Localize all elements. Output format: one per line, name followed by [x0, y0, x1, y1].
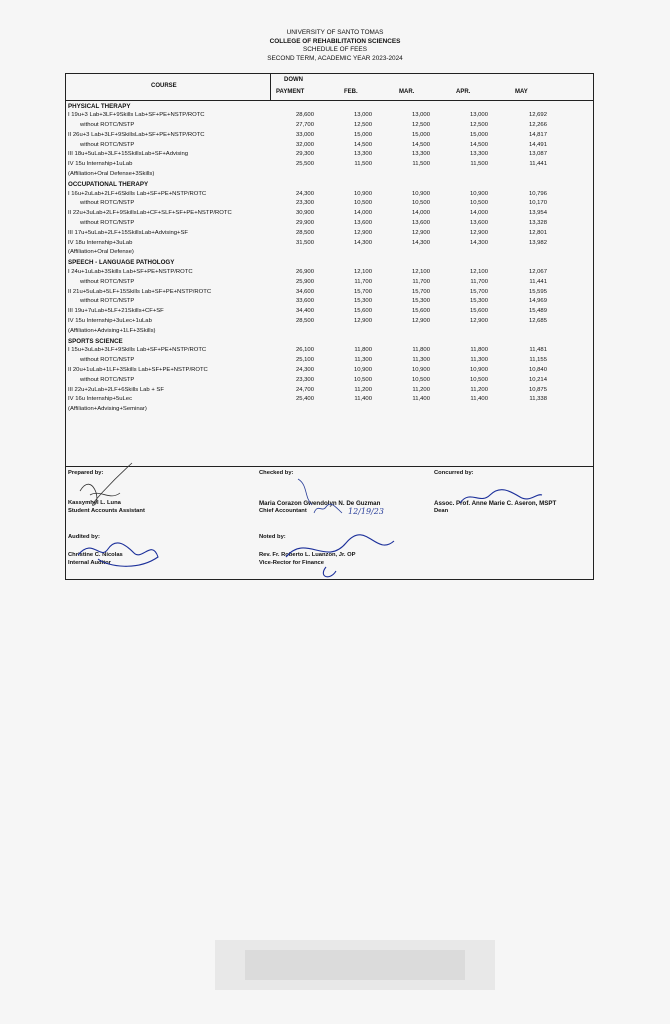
table-row	[66, 219, 593, 229]
down-payment-cell: 24,700	[295, 386, 314, 393]
feb-cell: 13,300	[353, 151, 372, 158]
section-title: OCCUPATIONAL THERAPY	[68, 180, 149, 188]
prepared-label: Prepared by:	[68, 470, 104, 476]
table-row	[66, 385, 593, 395]
may-cell: 10,840	[528, 367, 547, 374]
audited-signature	[68, 527, 178, 577]
feb-cell: 15,700	[353, 288, 372, 295]
course-cell: I 15u+3uLab+3LF+9Skills Lab+SF+PE+NSTP/ROTC	[68, 347, 207, 354]
table-row	[66, 375, 593, 385]
mar-cell: 13,600	[411, 220, 430, 227]
table-row	[66, 160, 593, 170]
prepared-signature	[72, 461, 142, 513]
section-title: SPORTS SCIENCE	[68, 337, 123, 345]
mar-cell: 13,300	[411, 151, 430, 158]
down-payment-cell: 26,900	[295, 269, 314, 276]
table-row	[66, 121, 593, 131]
mar-cell: 15,700	[411, 288, 430, 295]
feb-cell: 10,500	[353, 376, 372, 383]
apr-cell: 11,200	[470, 386, 488, 393]
apr-cell: 15,700	[469, 288, 488, 295]
section-row	[66, 258, 593, 268]
concurred-name: Assoc. Prof. Anne Marie C. Aseron, MSPT	[434, 500, 557, 507]
course-cell: (Affiliation+Oral Defense)	[68, 249, 134, 256]
feb-cell: 12,100	[353, 269, 372, 276]
checked-date: 12/19/23	[348, 507, 384, 516]
feb-cell: 14,000	[353, 210, 372, 217]
course-cell: II 21u+5uLab+5LF+15Skills Lab+SF+PE+NSTP/ROTC	[68, 288, 212, 295]
prepared-name: Kassymhel L. Luna	[68, 500, 121, 506]
apr-cell: 12,100	[469, 269, 488, 276]
course-cell: III 19u+7uLab+5LF+21Skills+CF+SF	[68, 308, 164, 315]
down-payment-cell: 31,500	[295, 239, 314, 246]
feb-cell: 12,900	[353, 318, 372, 325]
may-cell: 10,170	[528, 200, 547, 207]
apr-header: APR.	[456, 89, 471, 95]
feb-cell: 14,300	[353, 239, 372, 246]
may-cell: 14,491	[528, 141, 547, 148]
feb-cell: 10,500	[353, 200, 372, 207]
feb-cell: 11,200	[354, 386, 372, 393]
audited-name: Christine C. Nicolas	[68, 552, 123, 558]
course-cell: I 24u+1uLab+3Skills Lab+SF+PE+NSTP/ROTC	[68, 269, 193, 276]
course-cell: II 22u+3uLab+2LF+9SkillsLab+CF+SLF+SF+PE+NSTP/ROTC	[68, 210, 232, 217]
table-row	[66, 277, 593, 287]
down-payment-cell: 23,300	[295, 200, 314, 207]
course-cell: IV 18u Internship+3uLab	[68, 239, 133, 246]
may-cell: 12,692	[528, 112, 547, 119]
may-cell: 14,969	[528, 298, 547, 305]
signature-block	[66, 466, 593, 580]
mar-cell: 11,200	[412, 386, 430, 393]
may-cell: 14,817	[528, 131, 547, 138]
apr-cell: 15,000	[469, 131, 488, 138]
table-row	[66, 238, 593, 248]
course-cell: (Affiliation+Oral Defense+3Skills)	[68, 171, 155, 178]
down-payment-cell: 25,500	[295, 161, 314, 168]
apr-cell: 10,900	[469, 190, 488, 197]
course-cell: without ROTC/NSTP	[80, 122, 135, 129]
may-cell: 13,954	[528, 210, 547, 217]
course-cell: without ROTC/NSTP	[80, 357, 135, 364]
feb-cell: 15,000	[353, 131, 372, 138]
apr-cell: 12,500	[469, 122, 488, 129]
feb-cell: 10,900	[353, 190, 372, 197]
apr-cell: 14,000	[469, 210, 488, 217]
table-row	[66, 268, 593, 278]
may-cell: 11,441	[529, 278, 547, 285]
down-payment-cell: 30,900	[295, 210, 314, 217]
may-cell: 11,441	[529, 161, 547, 168]
table-row	[66, 326, 593, 336]
feb-cell: 11,300	[354, 357, 372, 364]
mar-cell: 14,300	[411, 239, 430, 246]
fees-table	[65, 73, 594, 580]
down-payment-cell: 28,500	[295, 229, 314, 236]
feb-cell: 11,500	[354, 161, 372, 168]
mar-cell: 15,600	[411, 308, 430, 315]
mar-cell: 12,100	[411, 269, 430, 276]
checked-title: Chief Accountant	[259, 508, 307, 514]
apr-cell: 13,600	[469, 220, 488, 227]
course-cell: II 20u+1uLab+1LF+3Skills Lab+SF+PE+NSTP/ROTC	[68, 367, 208, 374]
section-title: PHYSICAL THERAPY	[68, 102, 131, 110]
noted-signature	[266, 527, 406, 581]
noted-title: Vice-Rector for Finance	[259, 560, 324, 566]
down-payment-cell: 28,600	[295, 112, 314, 119]
mar-cell: 13,000	[411, 112, 430, 119]
down-payment-cell: 33,600	[295, 298, 314, 305]
mar-cell: 15,000	[411, 131, 430, 138]
audited-label: Audited by:	[68, 534, 100, 540]
apr-cell: 13,300	[469, 151, 488, 158]
may-cell: 12,801	[528, 229, 547, 236]
apr-cell: 10,500	[469, 200, 488, 207]
feb-cell: 11,800	[354, 347, 372, 354]
down-payment-cell: 26,100	[295, 347, 314, 354]
down-payment-cell: 29,900	[295, 220, 314, 227]
may-cell: 13,982	[528, 239, 547, 246]
down-payment-cell: 29,300	[295, 151, 314, 158]
feb-cell: 13,600	[353, 220, 372, 227]
table-row	[66, 297, 593, 307]
feb-cell: 14,500	[353, 141, 372, 148]
course-cell: (Affiliation+Advising+Seminar)	[68, 406, 147, 413]
apr-cell: 11,300	[470, 357, 488, 364]
mar-cell: 11,500	[412, 161, 430, 168]
document-header	[0, 29, 670, 63]
audited-title: Internal Auditor	[68, 560, 111, 566]
apr-cell: 12,900	[469, 318, 488, 325]
mar-cell: 14,500	[411, 141, 430, 148]
apr-cell: 14,500	[469, 141, 488, 148]
course-cell: without ROTC/NSTP	[80, 200, 135, 207]
course-cell: without ROTC/NSTP	[80, 141, 135, 148]
apr-cell: 15,300	[469, 298, 488, 305]
down-payment-cell: 25,400	[295, 396, 314, 403]
table-row	[66, 209, 593, 219]
down-payment-cell: 25,100	[295, 357, 314, 364]
apr-cell: 13,000	[469, 112, 488, 119]
table-row	[66, 307, 593, 317]
may-cell: 10,214	[528, 376, 547, 383]
feb-cell: 11,700	[354, 278, 372, 285]
mar-cell: 12,500	[411, 122, 430, 129]
may-cell: 11,481	[529, 347, 547, 354]
course-cell: without ROTC/NSTP	[80, 278, 135, 285]
may-cell: 10,796	[528, 190, 547, 197]
apr-cell: 12,900	[469, 229, 488, 236]
apr-cell: 15,600	[469, 308, 488, 315]
course-header: COURSE	[151, 83, 177, 89]
apr-cell: 10,900	[469, 367, 488, 374]
mar-cell: 12,900	[411, 318, 430, 325]
down-payment-cell: 33,000	[295, 131, 314, 138]
noted-name: Rev. Fr. Roberto L. Luanzon, Jr. OP	[259, 552, 356, 558]
course-cell: III 17u+5uLab+2LF+15SkillsLab+Advising+SF	[68, 229, 189, 236]
may-cell: 15,489	[528, 308, 547, 315]
table-row	[66, 150, 593, 160]
university-name: UNIVERSITY OF SANTO TOMAS	[286, 29, 384, 36]
concurred-signature	[456, 485, 546, 509]
course-cell: without ROTC/NSTP	[80, 376, 135, 383]
table-row	[66, 317, 593, 327]
feb-cell: 15,300	[353, 298, 372, 305]
mar-cell: 14,000	[411, 210, 430, 217]
may-cell: 13,328	[528, 220, 547, 227]
feb-cell: 15,600	[353, 308, 372, 315]
course-cell: IV 15u Internship+1uLab	[68, 161, 133, 168]
feb-header: FEB.	[344, 89, 358, 95]
concurred-title: Dean	[434, 508, 449, 514]
down-payment-cell: 25,900	[295, 278, 314, 285]
apr-cell: 11,800	[470, 347, 488, 354]
table-row	[66, 248, 593, 258]
down-header: DOWN	[284, 77, 303, 83]
may-cell: 13,087	[528, 151, 547, 158]
course-cell: I 16u+2uLab+2LF+6Skills Lab+SF+PE+NSTP/ROTC	[68, 190, 207, 197]
course-cell: III 22u+2uLab+2LF+6Skills Lab + SF	[68, 386, 164, 393]
table-header	[66, 74, 593, 101]
feb-cell: 12,900	[353, 229, 372, 236]
mar-cell: 11,800	[412, 347, 430, 354]
course-cell: III 18u+5uLab+3LF+15SkillsLab+SF+Advising	[68, 151, 189, 158]
down-payment-cell: 34,600	[295, 288, 314, 295]
down-payment-cell: 28,500	[295, 318, 314, 325]
feb-cell: 13,000	[353, 112, 372, 119]
mar-cell: 15,300	[411, 298, 430, 305]
table-row	[66, 287, 593, 297]
mar-cell: 11,300	[412, 357, 430, 364]
table-body	[66, 101, 593, 415]
section-row	[66, 179, 593, 189]
apr-cell: 14,300	[469, 239, 488, 246]
table-row	[66, 346, 593, 356]
mar-cell: 10,500	[411, 376, 430, 383]
table-row	[66, 111, 593, 121]
college-name: COLLEGE OF REHABILITATION SCIENCES	[269, 37, 401, 45]
down-payment-cell: 34,400	[295, 308, 314, 315]
mar-cell: 11,400	[412, 396, 430, 403]
course-cell: II 26u+3 Lab+3LF+9SkillsLab+SF+PE+NSTP/ROTC	[68, 131, 205, 138]
down-payment-cell: 27,700	[295, 122, 314, 129]
down-payment-cell: 24,300	[295, 367, 314, 374]
document-title: SCHEDULE OF FEES	[303, 46, 367, 54]
may-cell: 11,338	[529, 396, 547, 403]
section-row	[66, 336, 593, 346]
mar-header: MAR.	[399, 89, 415, 95]
feb-cell: 10,900	[353, 367, 372, 374]
may-cell: 12,685	[528, 318, 547, 325]
course-cell: (Affiliation+Advising+1LF+3Skills)	[68, 327, 156, 334]
checked-initials	[312, 501, 346, 517]
apr-cell: 11,400	[470, 396, 488, 403]
table-row	[66, 199, 593, 209]
table-row	[66, 366, 593, 376]
table-row	[66, 170, 593, 180]
table-row	[66, 228, 593, 238]
payment-header: PAYMENT	[276, 89, 305, 95]
course-cell: IV 15u Internship+3uLec+1uLab	[68, 318, 152, 325]
table-row	[66, 356, 593, 366]
may-cell: 12,266	[528, 122, 547, 129]
apr-cell: 11,700	[470, 278, 488, 285]
mar-cell: 11,700	[412, 278, 430, 285]
feb-cell: 12,500	[353, 122, 372, 129]
may-header: MAY	[515, 89, 528, 95]
course-cell: I 19u+3 Lab+3LF+9Skills Lab+SF+PE+NSTP/ROTC	[68, 112, 205, 119]
apr-cell: 11,500	[470, 161, 488, 168]
divider	[270, 74, 271, 101]
mar-cell: 10,500	[411, 200, 430, 207]
noted-label: Noted by:	[259, 534, 286, 540]
down-payment-cell: 24,300	[295, 190, 314, 197]
term-label: SECOND TERM, ACADEMIC YEAR 2023-2024	[267, 54, 403, 62]
section-title: SPEECH - LANGUAGE PATHOLOGY	[68, 259, 175, 267]
down-payment-cell: 32,000	[295, 141, 314, 148]
course-cell: without ROTC/NSTP	[80, 220, 135, 227]
checked-label: Checked by:	[259, 470, 294, 476]
table-row	[66, 130, 593, 140]
mar-cell: 12,900	[411, 229, 430, 236]
apr-cell: 10,500	[469, 376, 488, 383]
mar-cell: 10,900	[411, 190, 430, 197]
checked-name: Maria Corazon Gwendolyn N. De Guzman	[259, 500, 381, 507]
concurred-label: Concurred by:	[434, 470, 474, 476]
course-cell: IV 16u Internship+5uLec	[68, 396, 133, 403]
section-row	[66, 101, 593, 111]
table-row	[66, 140, 593, 150]
prepared-title: Student Accounts Assistant	[68, 508, 145, 514]
table-row	[66, 189, 593, 199]
table-row	[66, 395, 593, 405]
feb-cell: 11,400	[354, 396, 372, 403]
course-cell: without ROTC/NSTP	[80, 298, 135, 305]
table-row	[66, 405, 593, 415]
may-cell: 10,875	[528, 386, 547, 393]
mar-cell: 10,900	[411, 367, 430, 374]
may-cell: 12,067	[528, 269, 547, 276]
scan-smudge	[205, 930, 505, 1000]
may-cell: 11,155	[529, 357, 547, 364]
down-payment-cell: 23,300	[295, 376, 314, 383]
may-cell: 15,595	[528, 288, 547, 295]
